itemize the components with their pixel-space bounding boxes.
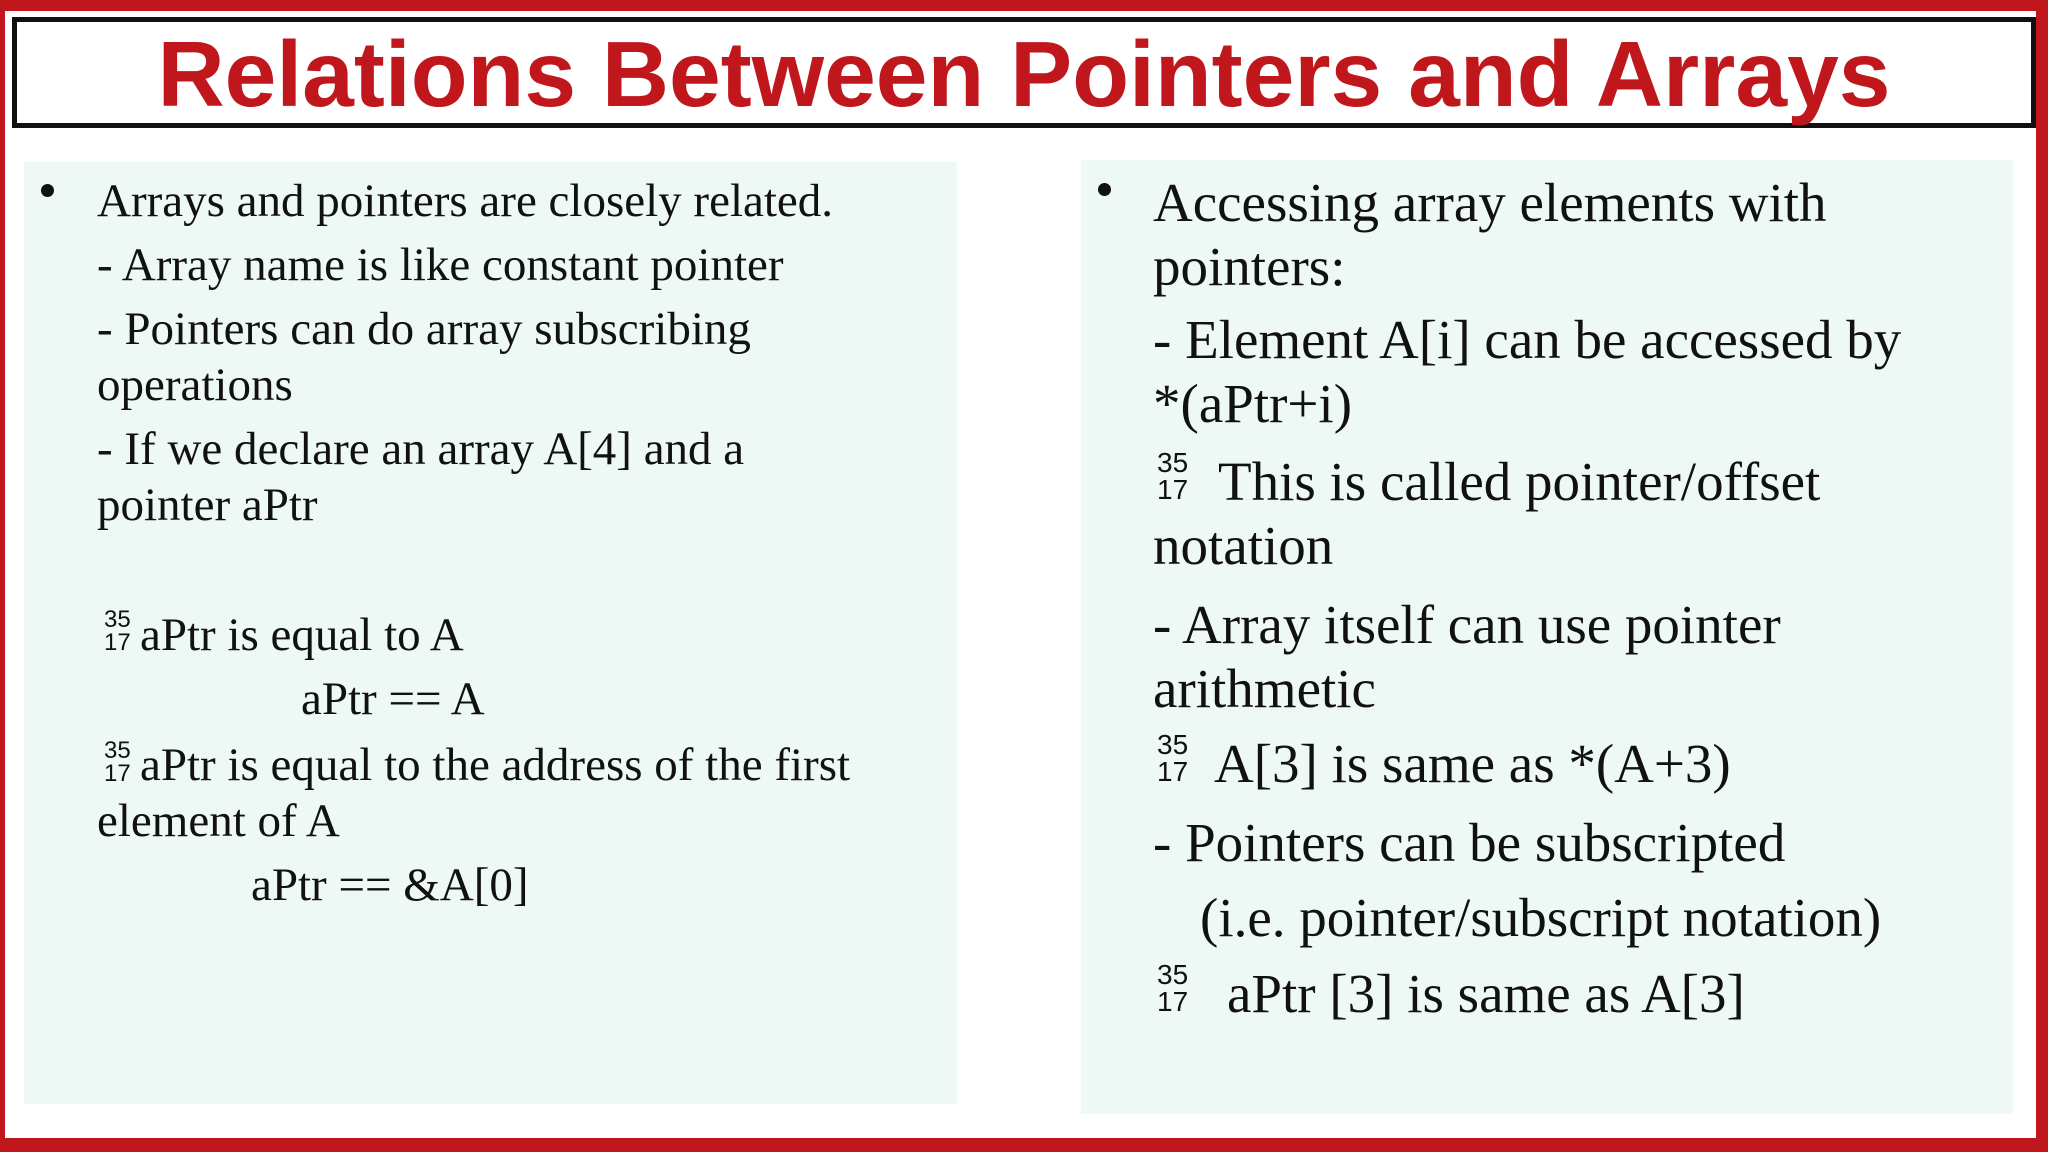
right-line: - Array itself can use pointer	[1153, 594, 1781, 655]
right-line: *(aPtr+i)	[1153, 373, 1353, 434]
right-line: This is called pointer/offset	[1218, 451, 1821, 512]
sub-bullet-glyph: 35 17	[1157, 447, 1189, 505]
right-line: A[3] is same as *(A+3)	[1214, 733, 1731, 794]
sub-bullet-glyph: 35 17	[104, 737, 131, 787]
right-line: aPtr [3] is same as A[3]	[1227, 963, 1745, 1024]
title-box	[12, 17, 2036, 128]
sub-bullet-glyph: 35 17	[104, 606, 131, 656]
left-code: aPtr == &A[0]	[251, 859, 529, 911]
right-line: (i.e. pointer/subscript notation)	[1200, 887, 1882, 948]
left-line: - If we declare an array A[4] and a	[97, 423, 745, 475]
right-line: - Pointers can be subscripted	[1153, 812, 1786, 873]
left-item-cont: element of A	[97, 795, 340, 847]
right-bullet-text: Accessing array elements with	[1153, 172, 1827, 233]
bullet-dot	[1098, 183, 1111, 196]
bullet-dot	[41, 184, 54, 197]
right-bullet-text: pointers:	[1153, 236, 1346, 297]
right-line: notation	[1153, 515, 1334, 576]
left-item: aPtr is equal to A	[140, 609, 464, 661]
right-line: arithmetic	[1153, 658, 1376, 719]
sub-bullet-glyph: 35 17	[1157, 729, 1189, 787]
left-line: - Array name is like constant pointer	[97, 239, 784, 291]
left-line: pointer aPtr	[97, 479, 318, 531]
sub-bullet-glyph: 35 17	[1157, 959, 1189, 1017]
left-line: operations	[97, 359, 293, 411]
left-line: - Pointers can do array subscribing	[97, 303, 751, 355]
right-panel	[1081, 160, 2013, 1114]
left-item: aPtr is equal to the address of the first	[140, 739, 851, 791]
slide-title: Relations Between Pointers and Arrays	[157, 22, 1891, 126]
left-code: aPtr == A	[301, 673, 485, 725]
right-line: - Element A[i] can be accessed by	[1153, 309, 1902, 370]
left-bullet-text: Arrays and pointers are closely related.	[97, 175, 834, 227]
left-panel	[24, 162, 957, 1104]
